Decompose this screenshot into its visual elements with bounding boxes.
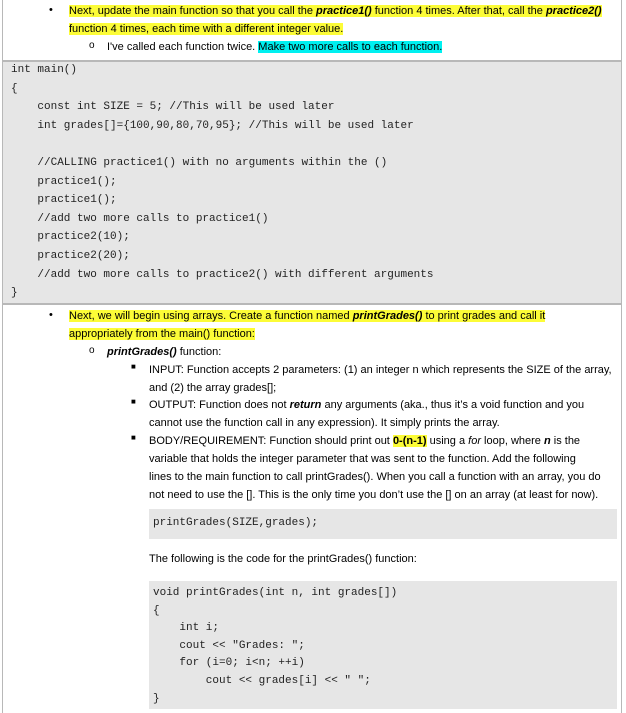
instruction-line-2: function 4 times, each time with a different integer value. <box>69 23 344 35</box>
call-code: printGrades(SIZE,grades); <box>153 517 319 529</box>
following-text: The following is the code for the printGrades() function: <box>149 553 417 565</box>
body-line-3: lines to the main function to call printGrades(). When you call a function with an array, you do <box>149 471 601 483</box>
print-grades-code-line: cout << grades[i] << " "; <box>153 675 371 687</box>
output-line-2: cannot use the function call in any expression). It simply prints the array. <box>149 417 500 429</box>
sub-instruction: I've called each function twice. Make two more calls to each function. <box>107 41 443 53</box>
sub-heading: printGrades() function: <box>107 346 222 358</box>
body-line-2: variable that holds the integer parameter that was sent to the function. Add the following <box>149 453 576 465</box>
code-cell-main <box>2 61 622 304</box>
square-bullet-icon: ■ <box>131 397 136 406</box>
input-line-2: and (2) the array grades[]; <box>149 382 277 394</box>
instruction-cell-1 <box>2 0 622 61</box>
main-code-line: } <box>11 287 18 300</box>
square-bullet-icon: ■ <box>131 362 136 371</box>
main-code-line: practice1(); <box>11 194 117 207</box>
main-code-line: int main() <box>11 64 78 76</box>
print-grades-code-line: for (i=0; i<n; ++i) <box>153 657 305 670</box>
main-code-line: //add two more calls to practice1() <box>11 212 269 225</box>
bullet-icon: • <box>49 309 53 321</box>
print-grades-code-line: void printGrades(int n, int grades[]) <box>153 587 398 599</box>
main-code-line: practice2(10); <box>11 231 130 244</box>
main-code-line: //add two more calls to practice2() with different arguments <box>11 268 434 281</box>
main-code-line: practice1(); <box>11 175 117 188</box>
instruction-line-1: Next, update the main function so that you call the practice1() function 4 times. After that, call the practice2() <box>69 5 602 17</box>
call-code-block <box>149 509 617 539</box>
main-code-line: { <box>11 82 18 95</box>
instruction-cell-2 <box>2 304 622 713</box>
print-grades-code-line: } <box>153 692 160 705</box>
print-grades-code-line: { <box>153 604 160 617</box>
input-line-1: INPUT: Function accepts 2 parameters: (1) an integer n which represents the SIZE of the array, <box>149 364 612 376</box>
sub-bullet-icon: o <box>89 345 95 356</box>
main-code-line: practice2(20); <box>11 250 130 262</box>
intro-line-2: appropriately from the main() function: <box>69 328 255 340</box>
bullet-icon: • <box>49 4 53 16</box>
body-line-4: not need to use the []. This is the only time you don’t use the [] on an array (at least for now). <box>149 489 599 501</box>
main-code-line: //CALLING practice1() with no arguments within the () <box>11 157 388 169</box>
main-code-line: const int SIZE = 5; //This will be used later <box>11 101 335 114</box>
square-bullet-icon: ■ <box>131 433 136 442</box>
body-line-1: BODY/REQUIREMENT: Function should print out 0-(n-1) using a for loop, where n is the <box>149 435 581 447</box>
print-grades-code-line: int i; <box>153 622 220 635</box>
print-grades-code-block <box>149 581 617 709</box>
intro-line-1: Next, we will begin using arrays. Create a function named printGrades() to print grades and call it <box>69 310 546 322</box>
main-code-line: int grades[]={100,90,80,70,95}; //This will be used later <box>11 119 414 132</box>
sub-bullet-icon: o <box>89 40 95 51</box>
print-grades-code-line: cout << "Grades: "; <box>153 639 305 652</box>
output-line-1: OUTPUT: Function does not return any arguments (aka., thus it’s a void function and you <box>149 399 585 411</box>
